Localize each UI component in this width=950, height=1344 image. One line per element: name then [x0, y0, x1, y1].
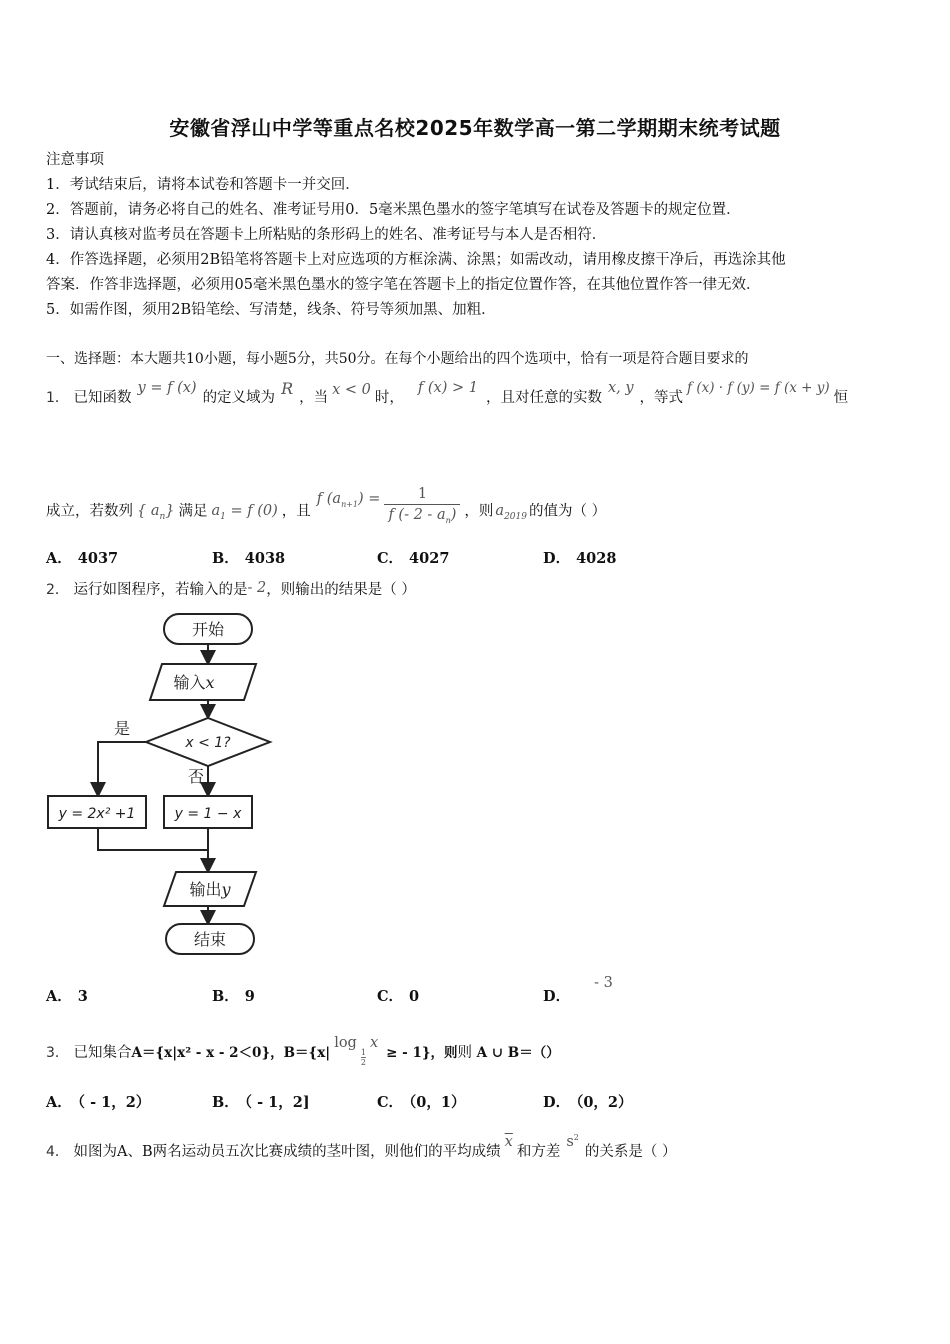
flowchart-yes-label: 是 [113, 719, 131, 738]
q1-option-c[interactable]: C． 4027 [377, 550, 450, 567]
q1-fraction: $\frac{1}{f (- 2 - a_n)}$ [384, 484, 460, 531]
question-number: 2． [46, 582, 69, 598]
q1-text: 的定义域为 [202, 390, 276, 406]
notice-item: 3．请认真核对监考员在答题卡上所粘贴的条形码上的姓名、准考证号与本人是否相符． [46, 227, 607, 243]
notice-item: 1．考试结束后，请将本试卷和答题卡一并交回． [46, 177, 360, 193]
q1-text: 满足 [178, 503, 208, 520]
q1-option-d[interactable]: D． 4028 [543, 550, 617, 567]
q4-math-mean: $\overline{x}$ [504, 1133, 513, 1150]
q1-text: 的值为（ ） [528, 503, 607, 520]
q1-math: $a_{2019}$ [495, 503, 527, 523]
q3-log-arg: x [369, 1035, 379, 1051]
q1-math: { $a_n$} [137, 503, 175, 523]
q1-text: 时， [374, 390, 404, 406]
q1-text: ，当 [299, 390, 329, 406]
q3-set-text: A ∪ B＝（） [476, 1045, 560, 1061]
page-title: 安徽省浮山中学等重点名校2025年数学高一第二学期期末统考试题 [169, 116, 781, 140]
q1-text: 成立，若数列 [46, 503, 133, 520]
q4-text: 和方差 [516, 1143, 561, 1160]
q2-option-a[interactable]: A． 3 [46, 988, 88, 1005]
q1-math: $a_1 = f$ (0) [211, 503, 278, 523]
notice-item: 5．如需作图，须用2B铅笔绘、写清楚，线条、符号等须加黑、加粗． [46, 302, 496, 318]
q4-text: 如图为A、B两名运动员五次比赛成绩的茎叶图，则他们的平均成绩 [73, 1143, 501, 1160]
q3-text: 则 [457, 1045, 477, 1061]
q1-math: f (x) · f (y) = f (x + y) [687, 380, 830, 396]
q3-text: 已知集合 [73, 1045, 132, 1061]
q1-text: ，等式 [639, 390, 684, 406]
q1-math: f $(a_{n+1})$ = [316, 491, 381, 510]
q3-option-b[interactable]: B． （ - 1，2] [212, 1094, 310, 1111]
flowchart-condition: x < 1? [185, 735, 231, 751]
q3-option-d[interactable]: D． （0，2） [543, 1094, 633, 1111]
q1-text: ，且 [281, 503, 311, 520]
q1-text: ，且对任意的实数 [485, 390, 602, 406]
q1-math: f (x) > 1 [417, 380, 478, 396]
q1-option-a[interactable]: A． 4037 [46, 550, 119, 567]
q4-math-variance: $s^2$ [566, 1133, 579, 1150]
question-number: 3． [46, 1045, 69, 1061]
q4-text: 的关系是（ ） [584, 1143, 677, 1160]
section-heading: 一、选择题：本大题共10小题，每小题5分，共50分。在每个小题给出的四个选项中，恰有一项是符合题目要求的 [46, 351, 749, 367]
q1-math: x < 0 [332, 382, 371, 398]
q3-option-a[interactable]: A． （ - 1，2） [46, 1094, 151, 1111]
q1-math: y = f (x) [137, 380, 197, 396]
question-4-line [46, 1133, 677, 1162]
q1-math: R [281, 379, 294, 398]
q1-math: x, y [607, 380, 634, 396]
flowchart-input-label: 输入x [173, 673, 215, 692]
notice-heading: 注意事项 [46, 152, 104, 168]
q2-option-c[interactable]: C． 0 [377, 988, 420, 1005]
q3-log: log [334, 1035, 357, 1051]
question-2-line [46, 580, 416, 600]
q2-option-d-math: - 3 [594, 975, 613, 991]
notice-item: 4．作答选择题，必须用2B铅笔将答题卡上对应选项的方框涂满、涂黑；如需改动，请用橡皮擦干净后，再选涂其他 [46, 252, 786, 268]
flowchart [44, 606, 284, 961]
flowchart-output-label: 输出y [189, 880, 231, 899]
q3-set-text: A＝{x|x² - x - 2＜0}，B＝{x| [131, 1045, 331, 1061]
q2-text: ，则输出的结果是（ ） [266, 582, 416, 598]
q3-log-base: $\frac{1}{2}$ [360, 1047, 366, 1067]
flowchart-end-label: 结束 [193, 930, 227, 949]
q3-set-text: ≥ - 1}，则 [386, 1045, 458, 1061]
q2-option-d[interactable]: D．- 3 [543, 975, 613, 1005]
question-number: 4． [46, 1143, 69, 1160]
q1-text: 恒 [833, 390, 849, 406]
q1-text: ，则 [464, 503, 494, 520]
notice-item: 2．答题前，请务必将自己的姓名、准考证号用0．5毫米黑色墨水的签字笔填写在试卷及答题卡的规定位置． [46, 202, 741, 218]
q2-math: - 2 [247, 580, 267, 596]
q3-option-c[interactable]: C． （0，1） [377, 1094, 466, 1111]
flowchart-start-label: 开始 [191, 620, 225, 639]
flowchart-yes-formula: y = 2x² +1 [58, 806, 136, 822]
flowchart-no-formula: y = 1 − x [174, 806, 242, 822]
q2-option-b[interactable]: B． 9 [212, 988, 255, 1005]
question-1-line-2 [46, 488, 606, 535]
question-3-line [46, 1035, 560, 1067]
question-number: 1． [46, 390, 69, 406]
q2-text: 运行如图程序，若输入的是 [73, 582, 248, 598]
q1-option-b[interactable]: B． 4038 [212, 550, 286, 567]
notice-item: 答案．作答非选择题，必须用05毫米黑色墨水的签字笔在答题卡上的指定位置作答，在其他位置作答一律无效． [46, 277, 761, 293]
q1-text: 已知函数 [73, 390, 132, 406]
flowchart-no-label: 否 [187, 767, 205, 786]
question-1-line-1 [46, 379, 849, 408]
